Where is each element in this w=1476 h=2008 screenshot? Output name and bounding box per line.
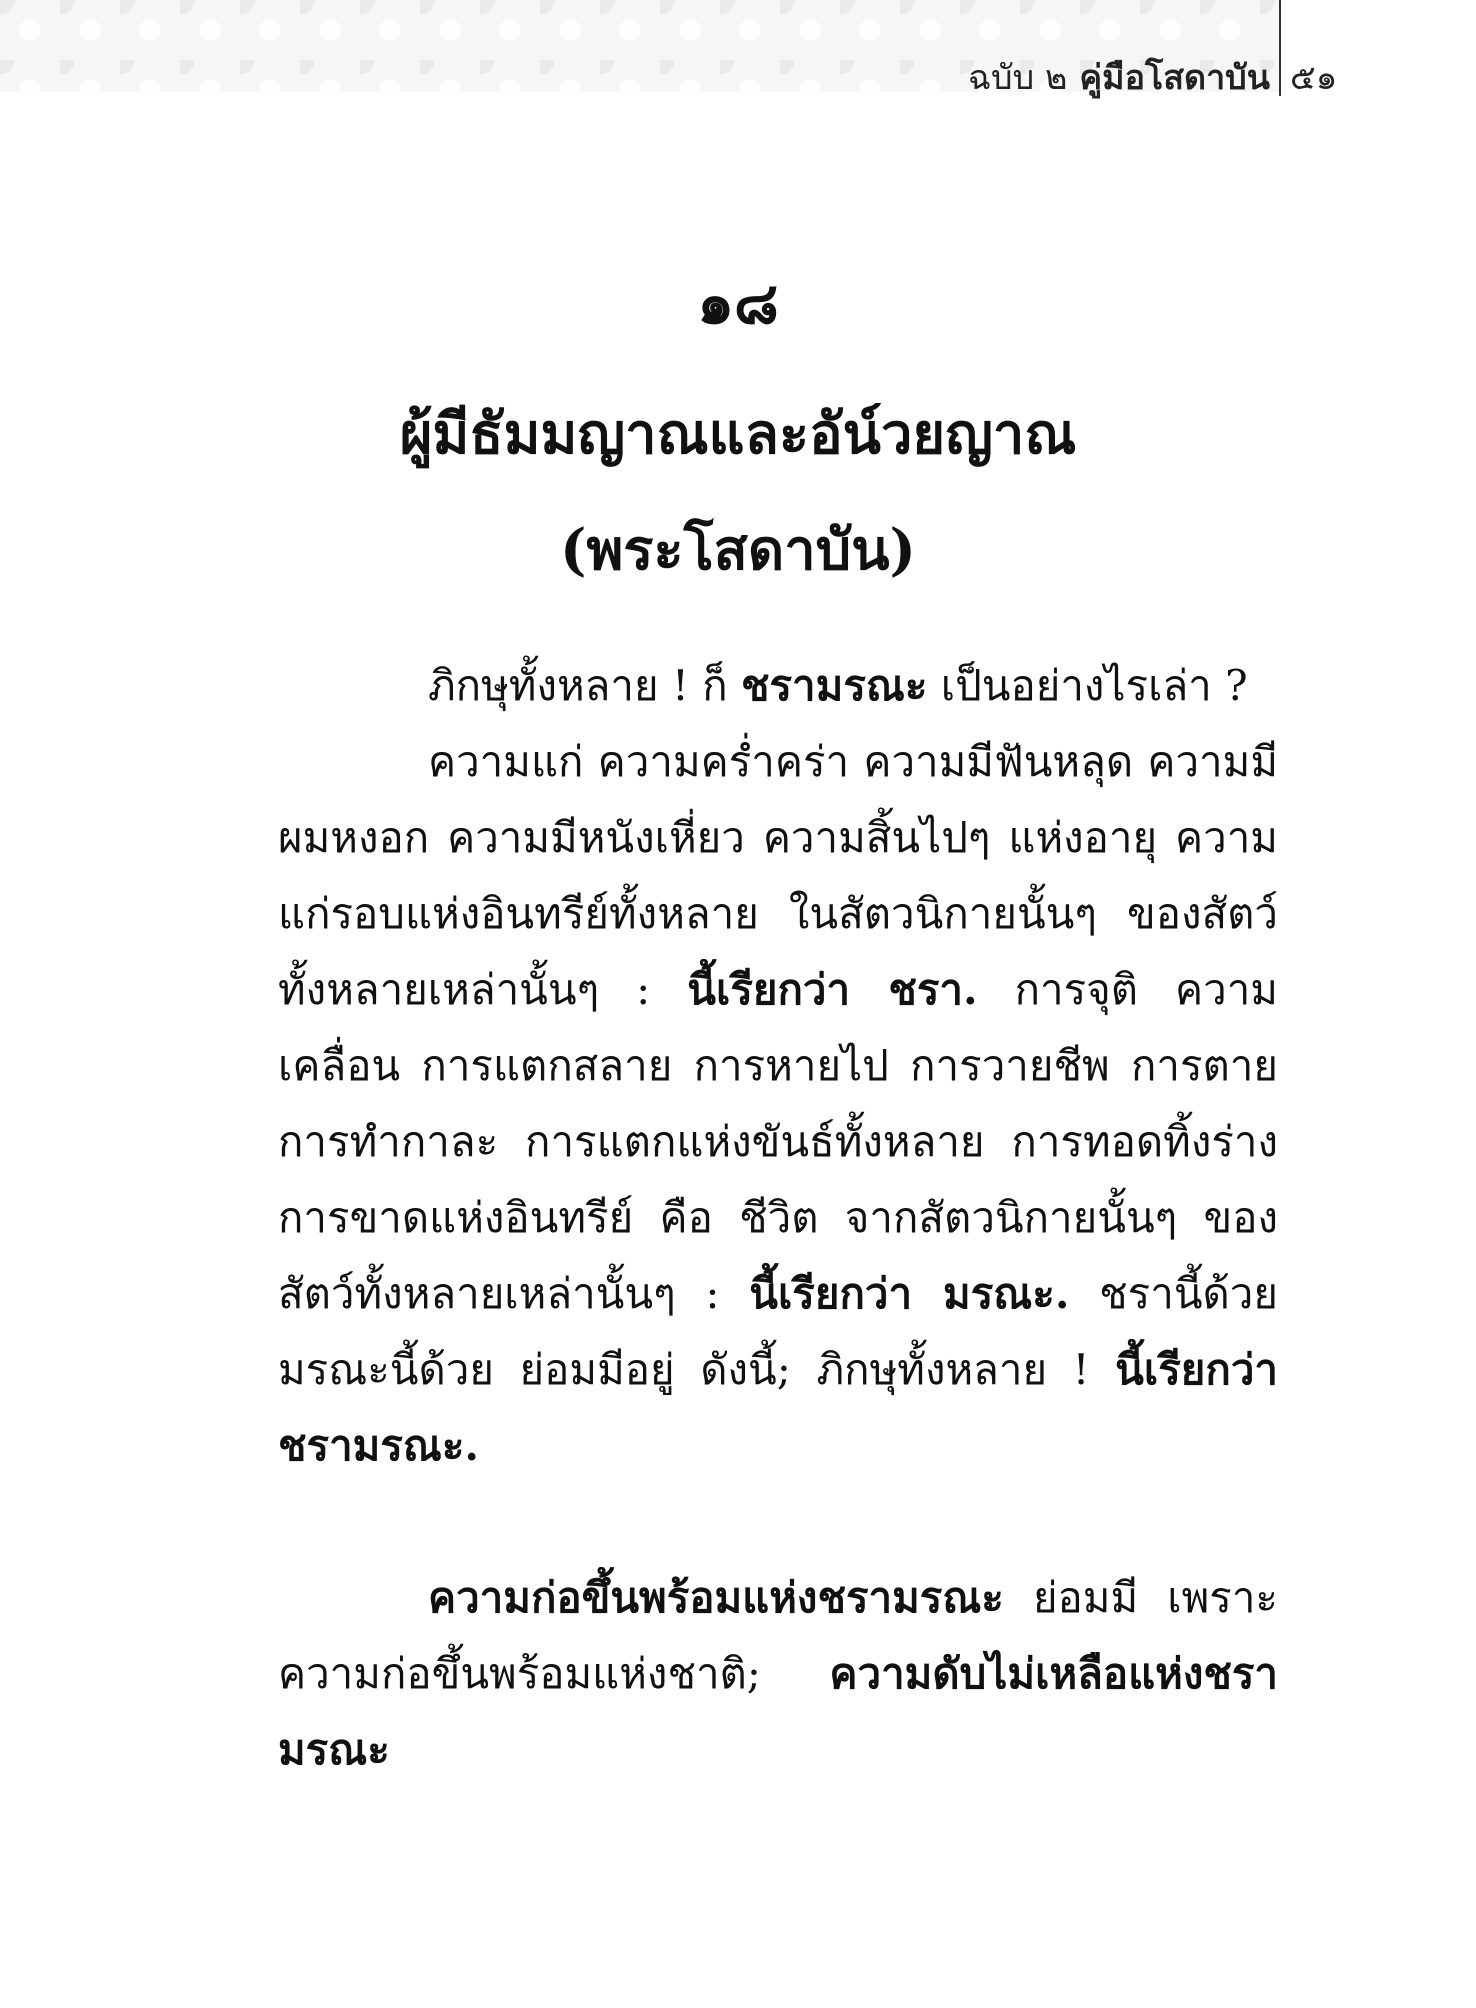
- paragraph-1-question: เป็นอย่างไรเล่า ?: [927, 661, 1248, 710]
- definition-marana: นี้เรียกว่า มรณะ.: [749, 1269, 1070, 1318]
- paragraph-2-text-a: ความแก่ ความคร่ำคร่า ความมีฟันหลุด ความมีผมหงอก ความมีหนังเหี่ยว ความสิ้นไปๆ แห่งอายุ ความแก่รอบแห่งอินทรีย์ทั้งหลาย ในสัตวนิกายนั้นๆ ของสัตว์ทั้งหลายเหล่านั้นๆ :: [278, 737, 1278, 1014]
- paragraph-1-text: ภิกษุทั้งหลาย ! ก็: [428, 661, 741, 710]
- paragraph-3-text: ย่อมมี เพราะความก่อขึ้นพร้อมแห่งชาติ;: [278, 1573, 1278, 1698]
- paragraph-2: [278, 724, 1278, 1484]
- paragraph-3: [278, 1560, 1278, 1788]
- edition-label: ฉบับ ๒: [967, 58, 1068, 98]
- paragraph-3-cessation: ความดับไม่เหลือแห่งชรามรณะ: [278, 1649, 1278, 1774]
- body-text: [278, 648, 1278, 1788]
- definition-chara-marana: นี้เรียกว่า ชรามรณะ.: [278, 1345, 1278, 1470]
- paragraph-1: [278, 648, 1278, 724]
- chapter-number: ๑๘: [697, 269, 779, 337]
- header-divider: [1279, 0, 1281, 96]
- paragraph-3-heading: ความก่อขึ้นพร้อมแห่งชรามรณะ: [428, 1573, 1004, 1622]
- paragraph-2-text-c: ชรานี้ด้วย มรณะนี้ด้วย ย่อมมีอยู่ ดังนี้; ภิกษุทั้งหลาย !: [278, 1269, 1278, 1394]
- paragraph-2-text-b: การจุติ ความเคลื่อน การแตกสลาย การหายไป การวายชีพ การตาย การทำกาละ การแตกแห่งขันธ์ทั้งหลาย การทอดทิ้งร่าง การขาดแห่งอินทรีย์ คือ ชีวิต จากสัตวนิกายนั้นๆ ของสัตว์ทั้งหลายเหล่านั้นๆ :: [278, 965, 1278, 1318]
- chapter-subtitle: (พระโสดาบัน): [560, 517, 916, 583]
- definition-chara: นี้เรียกว่า ชรา.: [687, 965, 978, 1014]
- page-number: ๕๑: [1290, 58, 1338, 98]
- running-head: [968, 58, 1270, 98]
- chapter-title: ผู้มีธัมมญาณและอัน์วยญาณ: [399, 401, 1077, 467]
- term-chara-marana: ชรามรณะ: [740, 661, 928, 710]
- book-title: คู่มือโสดาบัน: [1079, 58, 1270, 98]
